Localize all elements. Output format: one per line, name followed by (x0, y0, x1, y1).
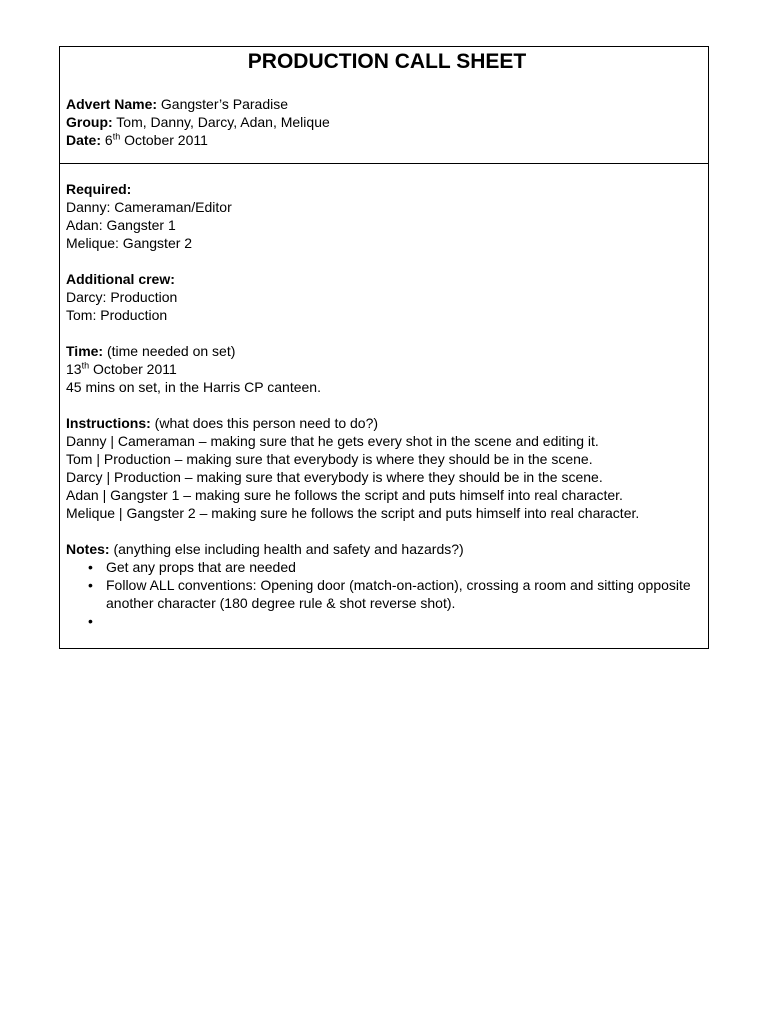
list-item (88, 558, 702, 576)
time-detail: 45 mins on set, in the Harris CP canteen. (66, 379, 321, 395)
notes-hint: (anything else including health and safety and hazards?) (113, 541, 464, 557)
group-label: Group: (66, 114, 113, 130)
required-item: Danny: Cameraman/Editor (66, 199, 232, 215)
bullet-icon: • (88, 577, 93, 593)
date-day: 6 (104, 132, 113, 148)
required-item: Melique: Gangster 2 (66, 235, 193, 251)
instructions-section (66, 414, 702, 522)
advert-name-line (66, 95, 708, 113)
required-section (66, 180, 702, 252)
time-date-day: 13 (66, 361, 82, 377)
instruction-item: Danny | Cameraman – making sure that he gets every shot in the scene and editing it. (66, 433, 599, 449)
note-text: Get any props that are needed (106, 559, 296, 575)
group-line (66, 113, 708, 131)
instruction-item: Darcy | Production – making sure that everybody is where they should be in the scene. (66, 469, 603, 485)
time-date-rest: October 2011 (92, 361, 177, 377)
date-label: Date: (66, 132, 102, 148)
time-section (66, 342, 702, 396)
crew-item: Tom: Production (66, 307, 168, 323)
bullet-icon: • (88, 559, 93, 575)
date-suffix: th (112, 131, 121, 142)
instructions-hint: (what does this person need to do?) (154, 415, 379, 431)
instruction-item: Adan | Gangster 1 – making sure he follows the script and puts himself into real character. (66, 487, 623, 503)
sheet-header (60, 47, 708, 164)
crew-item: Darcy: Production (66, 289, 178, 305)
notes-section (66, 540, 702, 630)
list-item (88, 576, 702, 612)
instructions-heading: Instructions: (66, 415, 151, 431)
time-date-suffix: th (81, 360, 90, 371)
instruction-item: Tom | Production – making sure that everybody is where they should be in the scene. (66, 451, 593, 467)
time-date (66, 360, 702, 378)
sheet-body (60, 164, 708, 648)
notes-list (66, 558, 702, 630)
notes-heading: Notes: (66, 541, 110, 557)
list-item (88, 612, 702, 630)
additional-crew-heading: Additional crew: (66, 271, 175, 287)
group-value: Tom, Danny, Darcy, Adan, Melique (116, 114, 330, 130)
date-rest: October 2011 (124, 132, 208, 148)
page-title: PRODUCTION CALL SHEET (247, 50, 527, 73)
additional-crew-section (66, 270, 702, 324)
required-item: Adan: Gangster 1 (66, 217, 176, 233)
time-heading: Time: (66, 343, 104, 359)
bullet-icon: • (88, 613, 93, 629)
advert-name-value: Gangster’s Paradise (160, 96, 289, 112)
advert-name-label: Advert Name: (66, 96, 158, 112)
date-line (66, 131, 708, 149)
required-heading: Required: (66, 181, 132, 197)
time-hint: (time needed on set) (106, 343, 236, 359)
instruction-item: Melique | Gangster 2 – making sure he follows the script and puts himself into real character. (66, 505, 640, 521)
call-sheet (59, 46, 709, 649)
note-text: Follow ALL conventions: Opening door (match-on-action), crossing a room and sitting opposite another character (180 degree rule & shot reverse shot). (106, 577, 691, 611)
